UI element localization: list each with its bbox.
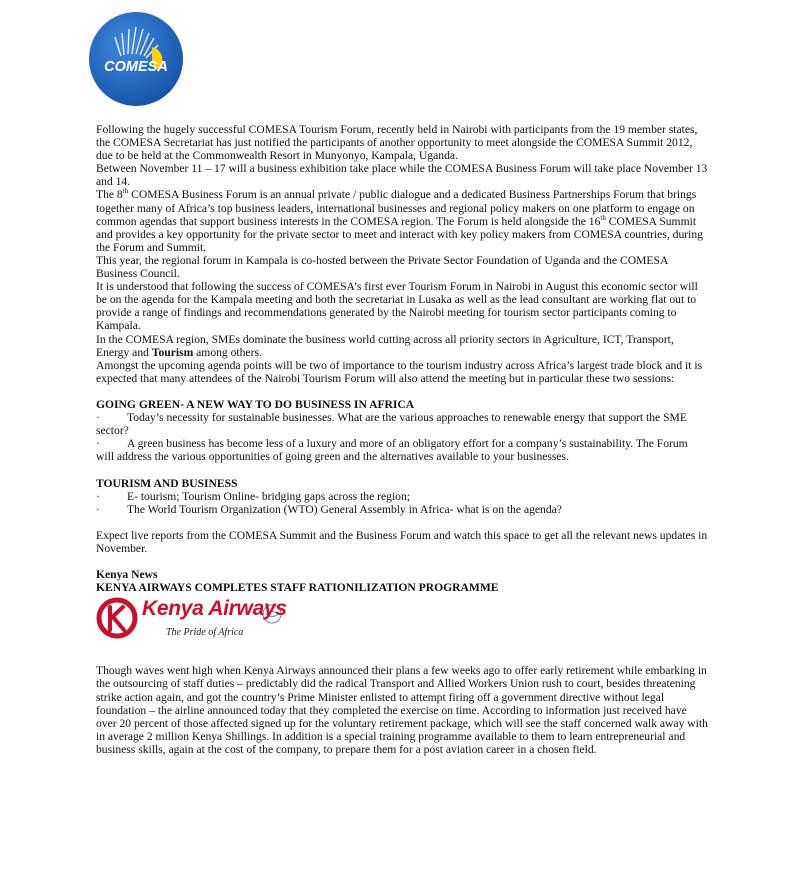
comesa-logo <box>88 11 184 107</box>
intro-paragraph-2: Between November 11 – 17 will a business exhibition take place while the COMESA Business Forum will take place November 13 and 14. <box>96 162 708 189</box>
intro-paragraph-7: Amongst the upcoming agenda points will be two of importance to the tourism industry across Africa’s largest trade block and it is expected that many attendees of the Nairobi Tourism Forum will also attend the meeting but in particular these two sessions: <box>96 358 703 385</box>
kenya-airways-logo <box>96 596 296 642</box>
kenya-airways-logo-name: Kenya Airways <box>142 597 287 621</box>
comesa-logo-text: COMESA <box>104 59 168 75</box>
outro-paragraph: Expect live reports from the COMESA Summit and the Business Forum and watch this space to get all the relevant news updates in November. <box>96 528 708 555</box>
intro-paragraph-4: This year, the regional forum in Kampala is co-hosted between the Private Sector Foundation of Uganda and the COMESA Business Council. <box>96 253 668 281</box>
article-body <box>96 123 708 756</box>
going-green-heading: GOING GREEN- A NEW WAY TO DO BUSINESS IN AFRICA <box>96 397 415 411</box>
kenya-airways-tagline: The Pride of Africa <box>166 627 244 639</box>
going-green-bullet-1: · Today’s necessity for sustainable businesses. What are the various approaches to renewable energy that support the SME sector? <box>96 411 687 438</box>
going-green-bullet-2: · A green business has become less of a luxury and more of an obligatory effort for a company’s sustainability. The Forum will address the various opportunities of going green and the alternatives available to your businesses. <box>96 437 688 464</box>
tourism-bullet-1: · E- tourism; Tourism Online- bridging gaps across the region; <box>96 489 410 503</box>
tourism-bullet-2: · The World Tourism Organization (WTO) General Assembly in Africa- what is on the agenda? <box>96 502 562 516</box>
intro-paragraph-6: In the COMESA region, SMEs dominate the business world cutting across all priority sectors in Agriculture, ICT, Transport, Energy and Tourism among others. <box>96 332 674 359</box>
bullet-dot: · <box>96 411 100 425</box>
intro-paragraph-1: Following the hugely successful COMESA Tourism Forum, recently held in Nairobi with participants from the 19 member states, the COMESA Secretariat has just notified the participants of another opportunity to meet alongside the COMESA Summit 2012, due to be held at the Commonwealth Resort in Munyonyo, Kampala, Uganda. <box>96 123 698 163</box>
intro-paragraph-3: The 8th COMESA Business Forum is an annual private / public dialogue and a dedicated Business Partnerships Forum that brings together many of Africa’s top business leaders, international businesses and regional policy makers on one platform to engage on common agendas that support business interests in the COMESA region. The Forum is held alongside the 16th COMESA Summit and provides a key opportunity for the private sector to meet and interact with key policy makers from COMESA countries, during the Forum and Summit. <box>96 187 703 254</box>
bullet-dot: · <box>96 489 100 503</box>
bullet-dot: · <box>96 502 100 516</box>
intro-paragraph-5: It is understood that following the success of COMESA’s first ever Tourism Forum in Nairobi in August this economic sector will be on the agenda for the Kampala meeting and both the secretariat in Lusaka as well as the lead consultant are working flat out to provide a range of findings and recommendations generated by the Nairobi meeting for tourism sector participants coming to Kampala. <box>96 280 698 333</box>
tourism-business-heading: TOURISM AND BUSINESS <box>96 476 238 490</box>
kenya-headline: KENYA AIRWAYS COMPLETES STAFF RATIONILIZATION PROGRAMME <box>96 581 499 595</box>
kenya-news-label: Kenya News <box>96 568 158 582</box>
kenya-airways-article: Though waves went high when Kenya Airways announced their plans a few weeks ago to offer early retirement while embarking in the outsourcing of staff duties – predictably did the radical Transport and Allied Workers Union rush to court, besides threatening strike action again, and got the country’s Prime Minister enlisted to attempt firing off a government directive without legal foundation – the airline announced today that they completed the exercise on time. According to information just received have over 20 percent of those affected signed up for the voluntary retirement package, which will see the staff concerned walk away with in average 2 million Kenya Shillings. In addition is a special training programme available to them to learn entrepreneurial and business skills, again at the cost of the company, to prepare them for a post aviation career in a chosen field. <box>96 664 708 756</box>
bullet-dot: · <box>96 437 100 451</box>
